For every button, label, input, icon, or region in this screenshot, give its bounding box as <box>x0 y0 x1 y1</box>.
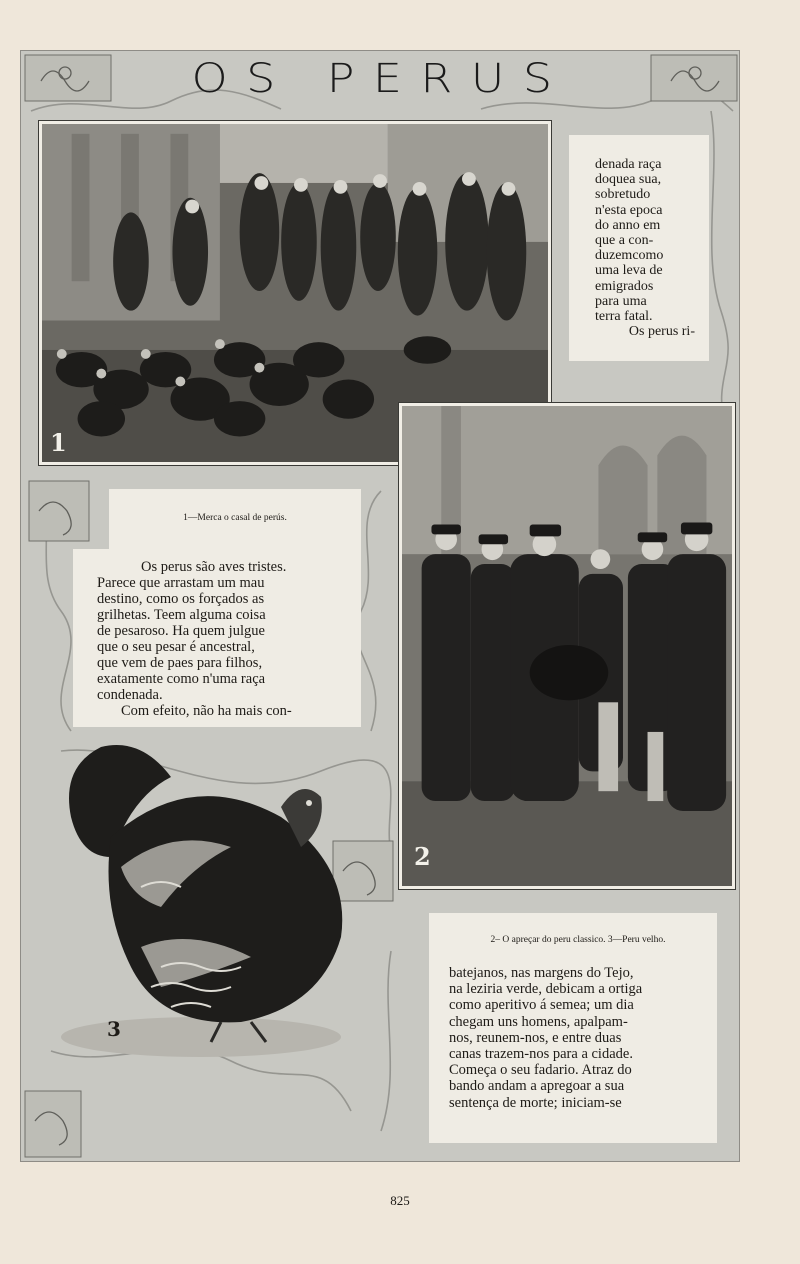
text-line: nos, reunem-nos, e entre duas <box>449 1029 622 1046</box>
text-line: canas trazem-nos para a cidade. <box>449 1046 633 1063</box>
middle-text-box <box>73 549 361 727</box>
caption-1-box <box>109 489 361 549</box>
photo-2-image <box>402 406 732 886</box>
text-line: que vem de paes para filhos, <box>97 655 263 671</box>
text-line: Os perus ri- <box>628 324 695 340</box>
text-line: chegam uns homens, apalpam- <box>449 1013 628 1030</box>
text-line: como aperitivo á semea; um dia <box>449 997 634 1014</box>
text-line: para uma <box>595 293 647 309</box>
text-line: Começa o seu fadario. Atraz do <box>449 1062 632 1079</box>
text-line: terra fatal. <box>595 309 653 325</box>
magazine-page-frame <box>20 50 740 1162</box>
middle-paragraph <box>97 559 343 719</box>
text-line: destino, como os forçados as <box>97 591 265 607</box>
turkey-image <box>51 737 351 1057</box>
text-line: condenada. <box>97 687 163 703</box>
text-line: Os perus são aves tristes. <box>141 559 287 575</box>
text-line: denada raça <box>595 157 662 172</box>
text-line: n'esta epoca <box>595 202 663 218</box>
text-line: Parece que arrastam um mau <box>97 575 265 591</box>
photo-1-number: 1 <box>50 428 67 457</box>
bottom-paragraph <box>449 965 707 1111</box>
caption-1: 1—Merca o casal de perús. <box>183 513 287 523</box>
text-line: sobretudo <box>595 187 651 203</box>
photo-old-turkey <box>51 737 351 1057</box>
text-line: do anno em <box>595 217 661 233</box>
text-line: batejanos, nas margens do Tejo, <box>449 965 634 981</box>
top-right-text-box <box>569 135 709 361</box>
photo-examining-turkey <box>399 403 735 889</box>
text-line: uma leva de <box>595 263 663 279</box>
top-right-text-column <box>595 157 695 339</box>
page-number: 825 <box>390 1193 410 1208</box>
photo-3-number: 3 <box>107 1017 121 1041</box>
text-line: na leziria verde, debicam a ortiga <box>449 981 643 998</box>
text-line: que a con- <box>595 233 654 249</box>
text-line: doquea sua, <box>595 172 662 188</box>
caption-2-3: 2– O apreçar do peru classico. 3—Peru velho. <box>490 935 666 945</box>
text-line: de pesaroso. Ha quem julgue <box>97 623 265 639</box>
text-line: que o seu pesar é ancestral, <box>97 639 255 655</box>
text-line: emigrados <box>595 278 654 294</box>
page-title: OS PERUS <box>191 56 571 102</box>
text-line: Com efeito, não ha mais con- <box>121 703 292 719</box>
bottom-right-text-box <box>429 913 717 1143</box>
text-line: bando andam a apregoar a sua <box>449 1078 625 1095</box>
text-line: duzemcomo <box>595 248 664 264</box>
text-line: sentença de morte; iniciam-se <box>449 1094 622 1111</box>
photo-2-number: 2 <box>414 842 431 871</box>
text-line: exatamente como n'uma raça <box>97 671 266 687</box>
text-line: grilhetas. Teem alguma coisa <box>97 607 266 623</box>
